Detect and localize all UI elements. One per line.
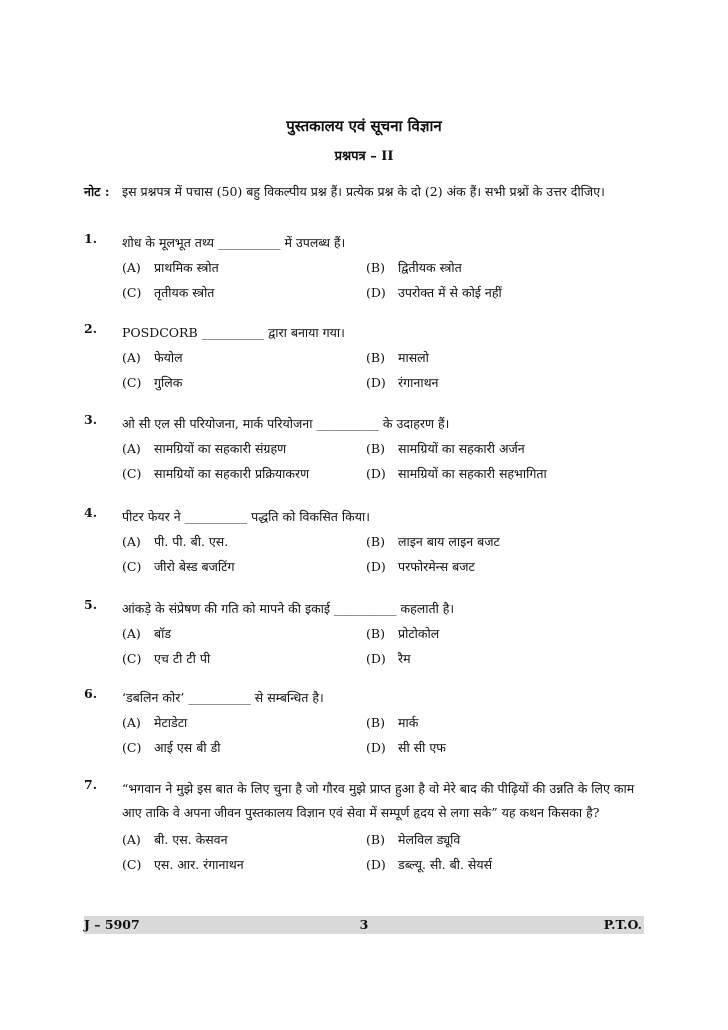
option-label: (D): [366, 651, 386, 666]
pto-label: P.T.O.: [603, 917, 642, 932]
option-label: (A): [122, 441, 141, 456]
option-label: (C): [122, 285, 142, 300]
options: [84, 827, 644, 877]
option-label: (B): [366, 534, 385, 549]
options: [84, 710, 644, 760]
question-4: [84, 505, 644, 579]
option-label: (D): [366, 466, 386, 481]
option-label: (D): [366, 857, 386, 872]
option-label: (C): [122, 857, 142, 872]
note-label: नोट :: [84, 184, 110, 199]
options: [84, 436, 644, 486]
option-d[interactable]: [366, 646, 411, 671]
option-text: बॉड: [154, 626, 172, 641]
option-label: (A): [122, 350, 141, 365]
option-text: जीरो बेस्ड बजटिंग: [154, 559, 235, 574]
option-a[interactable]: [122, 436, 286, 461]
option-text: लाइन बाय लाइन बजट: [398, 534, 500, 549]
options: [84, 621, 644, 671]
option-d[interactable]: [366, 852, 492, 877]
option-label: (C): [122, 375, 142, 390]
option-text: गुलिक: [154, 375, 183, 390]
option-text: सामग्रियों का सहकारी सहभागिता: [398, 466, 547, 481]
question-3: [84, 412, 644, 486]
option-a[interactable]: [122, 621, 171, 646]
option-a[interactable]: [122, 529, 228, 554]
option-b[interactable]: [366, 345, 429, 370]
option-c[interactable]: [122, 735, 221, 760]
option-text: तृतीयक स्त्रोत: [154, 285, 215, 300]
option-text: मेलविल ड्यूवि: [398, 832, 461, 847]
option-text: एच टी टी पी: [154, 651, 211, 666]
option-text: मार्क: [398, 715, 419, 730]
option-text: रैम: [398, 651, 411, 666]
option-text: उपरोक्त में से कोई नहीं: [398, 285, 502, 300]
option-text: एस. आर. रंगानाथन: [154, 857, 244, 872]
options: [84, 345, 644, 395]
question-stem: पीटर फेयर ने __________ पद्धति को विकसित किया।: [122, 509, 370, 524]
options: [84, 255, 644, 305]
option-label: (D): [366, 375, 386, 390]
option-label: (A): [122, 534, 141, 549]
option-label: (B): [366, 715, 385, 730]
option-label: (A): [122, 626, 141, 641]
question-2: [84, 321, 644, 395]
option-label: (A): [122, 715, 141, 730]
option-text: प्रोटोकोल: [398, 626, 440, 641]
question-stem: ओ सी एल सी परियोजना, मार्क परियोजना __________ के उदाहरण हैं।: [122, 416, 450, 431]
option-a[interactable]: [122, 345, 183, 370]
paper-subtitle: प्रश्नपत्र – II: [334, 149, 394, 164]
question-number: 3.: [84, 412, 98, 427]
option-c[interactable]: [122, 646, 210, 671]
option-a[interactable]: [122, 255, 219, 280]
option-b[interactable]: [366, 529, 500, 554]
option-label: (B): [366, 260, 385, 275]
note-text: इस प्रश्नपत्र में पचास (50) बहु विकल्पीय प्रश्न हैं। प्रत्येक प्रश्न के दो (2) अंक हैं। सभी प्रश्नों के उत्तर दीजिए।: [122, 184, 605, 199]
option-text: प्राथमिक स्त्रोत: [154, 260, 219, 275]
option-c[interactable]: [122, 280, 214, 305]
option-b[interactable]: [366, 827, 460, 852]
option-label: (D): [366, 285, 386, 300]
question-stem: आंकड़े के संप्रेषण की गति को मापने की इकाई __________ कहलाती है।: [122, 601, 455, 616]
option-a[interactable]: [122, 710, 187, 735]
option-label: (D): [366, 740, 386, 755]
option-text: फेयोल: [154, 350, 183, 365]
option-text: सी सी एफ: [398, 740, 446, 755]
option-b[interactable]: [366, 436, 525, 461]
question-number: 5.: [84, 597, 98, 612]
page-title: पुस्तकालय एवं सूचना विज्ञान: [286, 117, 442, 135]
question-stem: शोध के मूलभूत तथ्य __________ में उपलब्ध हैं।: [122, 235, 346, 250]
option-c[interactable]: [122, 461, 309, 486]
question-stem: POSDCORB __________ द्वारा बनाया गया।: [122, 325, 345, 340]
option-d[interactable]: [366, 370, 439, 395]
option-text: रंगानाथन: [398, 375, 439, 390]
option-text: सामग्रियों का सहकारी अर्जन: [398, 441, 525, 456]
option-label: (C): [122, 651, 142, 666]
option-label: (C): [122, 740, 142, 755]
question-stem: “भगवान ने मुझे इस बात के लिए चुना है जो गौरव मुझे प्राप्त हुआ है वो मेरे बाद की पीढ़ियों की उन्नति के लिए काम आए ताकि वे अपना जीवन पुस्तकालय विज्ञान एवं सेवा में सम्पूर्ण हृदय से लगा सके” यह कथन किसका है?: [122, 781, 635, 820]
option-b[interactable]: [366, 710, 418, 735]
page-number: 3: [359, 917, 369, 932]
option-label: (B): [366, 350, 385, 365]
option-text: डब्ल्यू. सी. बी. सेयर्स: [398, 857, 493, 872]
option-label: (B): [366, 626, 385, 641]
question-6: [84, 686, 644, 760]
option-text: सामग्रियों का सहकारी प्रक्रियाकरण: [154, 466, 310, 481]
paper-code: J – 5907: [84, 917, 140, 932]
option-c[interactable]: [122, 554, 235, 579]
option-text: द्वितीयक स्त्रोत: [398, 260, 462, 275]
options: [84, 529, 644, 579]
question-number: 7.: [84, 777, 98, 792]
option-label: (D): [366, 559, 386, 574]
option-text: आई एस बी डी: [154, 740, 221, 755]
question-number: 6.: [84, 686, 98, 701]
question-1: [84, 231, 644, 305]
option-c[interactable]: [122, 852, 244, 877]
question-number: 1.: [84, 231, 98, 246]
option-a[interactable]: [122, 827, 228, 852]
question-7: [84, 777, 644, 877]
option-b[interactable]: [366, 621, 439, 646]
option-label: (A): [122, 832, 141, 847]
page-footer: [84, 916, 644, 934]
option-label: (B): [366, 441, 385, 456]
option-text: पी. पी. बी. एस.: [154, 534, 229, 549]
option-label: (C): [122, 559, 142, 574]
question-number: 4.: [84, 505, 98, 520]
option-d[interactable]: [366, 280, 502, 305]
option-text: मासलो: [398, 350, 429, 365]
option-label: (C): [122, 466, 142, 481]
option-b[interactable]: [366, 255, 462, 280]
option-text: मेटाडेटा: [154, 715, 188, 730]
question-stem: ‘डबलिन कोर’ __________ से सम्बन्धित है।: [122, 690, 324, 705]
option-label: (A): [122, 260, 141, 275]
option-d[interactable]: [366, 461, 547, 486]
question-5: [84, 597, 644, 671]
instructions-note: [84, 180, 644, 204]
question-number: 2.: [84, 321, 98, 336]
option-label: (B): [366, 832, 385, 847]
option-c[interactable]: [122, 370, 182, 395]
option-text: सामग्रियों का सहकारी संग्रहण: [154, 441, 287, 456]
option-text: बी. एस. केसवन: [154, 832, 228, 847]
option-d[interactable]: [366, 735, 446, 760]
option-text: परफोरमेन्स बजट: [398, 559, 475, 574]
option-d[interactable]: [366, 554, 475, 579]
